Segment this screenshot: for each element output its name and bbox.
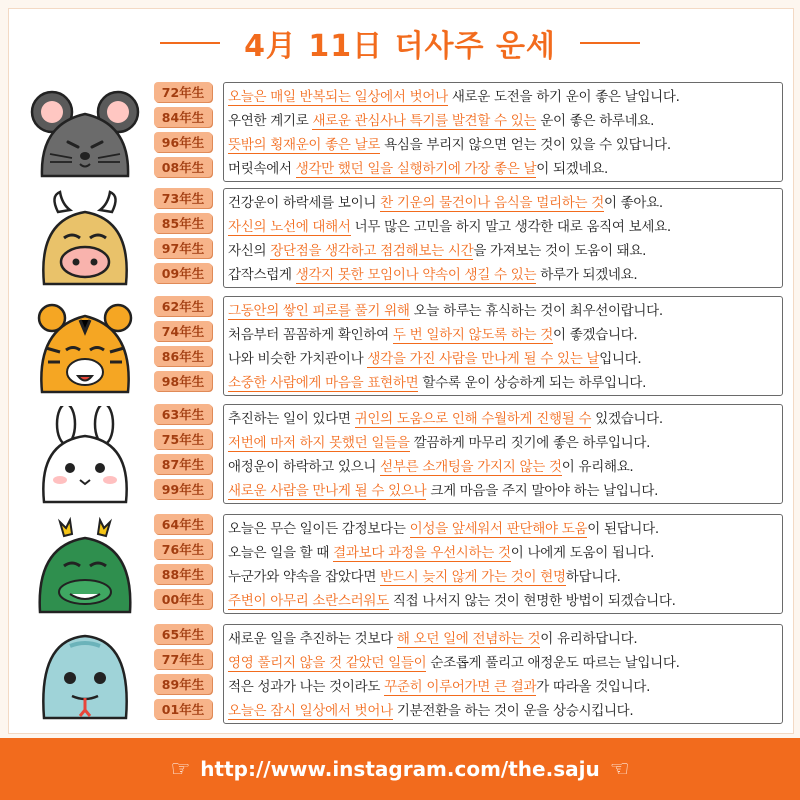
year-badge: 75年生 [154,429,212,449]
year-badge: 00年生 [154,589,212,609]
year-badge: 97年生 [154,238,212,258]
fortune-line: 갑작스럽게 생각지 못한 모임이나 약속이 생길 수 있는 하루가 되겠네요. [228,267,638,283]
birth-year-badges [154,404,210,504]
fortune-textbox [223,296,783,396]
fortune-line: 소중한 사람에게 마음을 표현하면 할수록 운이 상승하게 되는 하루입니다. [228,375,647,391]
section-dragon [0,514,800,620]
fortune-textbox [223,188,783,288]
year-badge: 63年生 [154,404,212,424]
year-badge: 77年生 [154,649,212,669]
dragon-icon [30,516,140,616]
year-badge: 65年生 [154,624,212,644]
year-badge: 01年生 [154,699,212,719]
fortune-line: 나와 비슷한 가치관이나 생각을 가진 사람을 만나게 될 수 있는 날입니다. [228,351,642,367]
birth-year-badges [154,296,210,396]
birth-year-badges [154,514,210,614]
section-rabbit [0,404,800,510]
fortune-line: 영영 풀리지 않을 것 같았던 일들이 순조롭게 풀리고 애정운도 따르는 날입니다. [228,655,680,671]
year-badge: 98年生 [154,371,212,391]
year-badge: 73年生 [154,188,212,208]
birth-year-badges [154,624,210,724]
year-badge: 99年生 [154,479,212,499]
year-badge: 74年生 [154,321,212,341]
fortune-line: 주변이 아무리 소란스러워도 직접 나서지 않는 것이 현명한 방법이 되겠습니다. [228,593,676,609]
title-divider-left [160,42,220,44]
year-badge: 88年生 [154,564,212,584]
fortune-line: 추진하는 일이 있다면 귀인의 도움으로 인해 수월하게 진행될 수 있겠습니다. [228,411,663,427]
year-badge: 62年生 [154,296,212,316]
section-snake [0,624,800,730]
fortune-line: 자신의 노선에 대해서 너무 많은 고민을 하지 말고 생각한 대로 움직여 보세요. [228,219,671,235]
fortune-line: 처음부터 꼼꼼하게 확인하여 두 번 일하지 않도록 하는 것이 좋겠습니다. [228,327,638,343]
fortune-textbox [223,82,783,182]
fortune-line: 저번에 마저 하지 못했던 일들을 깔끔하게 마무리 짓기에 좋은 하루입니다. [228,435,651,451]
year-badge: 72年生 [154,82,212,102]
footer-bar [0,738,800,800]
fortune-line: 적은 성과가 나는 것이라도 꾸준히 이루어가면 큰 결과가 따라올 것입니다. [228,679,651,695]
fortune-line: 건강운이 하락세를 보이니 찬 기운의 물건이나 음식을 멀리하는 것이 좋아요. [228,195,663,211]
hand-pointing-right-icon: ☞ [170,756,191,782]
year-badge: 85年生 [154,213,212,233]
page-title: 4月 11日 더사주 운세 [244,29,556,64]
ox-icon [30,190,140,290]
rabbit-icon [30,406,140,506]
title-divider-right [580,42,640,44]
tiger-icon [30,298,140,398]
fortune-textbox [223,624,783,724]
fortune-line: 오늘은 잠시 일상에서 벗어나 기분전환을 하는 것이 운을 상승시킵니다. [228,703,634,719]
fortune-line: 오늘은 무슨 일이든 감정보다는 이성을 앞세워서 판단해야 도움이 된답니다. [228,521,659,537]
birth-year-badges [154,82,210,182]
snake-icon [30,626,140,726]
fortune-textbox [223,404,783,504]
year-badge: 89年生 [154,674,212,694]
year-badge: 86年生 [154,346,212,366]
year-badge: 76年生 [154,539,212,559]
fortune-line: 누군가와 약속을 잡았다면 반드시 늦지 않게 가는 것이 현명하답니다. [228,569,621,585]
fortune-line: 머릿속에서 생각만 했던 일을 실행하기에 가장 좋은 날이 되겠네요. [228,161,608,177]
section-rat [0,82,800,188]
fortune-textbox [223,514,783,614]
section-ox [0,188,800,294]
year-badge: 08年生 [154,157,212,177]
fortune-line: 애정운이 하락하고 있으니 섣부른 소개팅을 가지지 않는 것이 유리해요. [228,459,634,475]
year-badge: 09年生 [154,263,212,283]
title-bar [0,18,800,68]
fortune-line: 뜻밖의 횡재운이 좋은 날로 욕심을 부리지 않으면 얻는 것이 있을 수 있답니다. [228,137,671,153]
fortune-line: 오늘은 매일 반복되는 일상에서 벗어나 새로운 도전을 하기 운이 좋은 날입니다. [228,89,680,105]
instagram-link[interactable]: http://www.instagram.com/the.saju [200,757,600,781]
fortune-line: 우연한 계기로 새로운 관심사나 특기를 발견할 수 있는 운이 좋은 하루네요. [228,113,655,129]
year-badge: 64年生 [154,514,212,534]
section-tiger [0,296,800,402]
birth-year-badges [154,188,210,288]
year-badge: 87年生 [154,454,212,474]
fortune-line: 새로운 일을 추진하는 것보다 해 오던 일에 전념하는 것이 유리하답니다. [228,631,638,647]
fortune-line: 그동안의 쌓인 피로를 풀기 위해 오늘 하루는 휴식하는 것이 최우선이랍니다. [228,303,663,319]
hand-pointing-left-icon: ☜ [609,756,630,782]
fortune-line: 자신의 장단점을 생각하고 점검해보는 시간을 가져보는 것이 도움이 돼요. [228,243,647,259]
year-badge: 96年生 [154,132,212,152]
rat-icon [30,84,140,184]
fortune-line: 오늘은 일을 할 때 결과보다 과정을 우선시하는 것이 나에게 도움이 됩니다. [228,545,655,561]
fortune-line: 새로운 사람을 만나게 될 수 있으나 크게 마음을 주지 말아야 하는 날입니다. [228,483,659,499]
year-badge: 84年生 [154,107,212,127]
